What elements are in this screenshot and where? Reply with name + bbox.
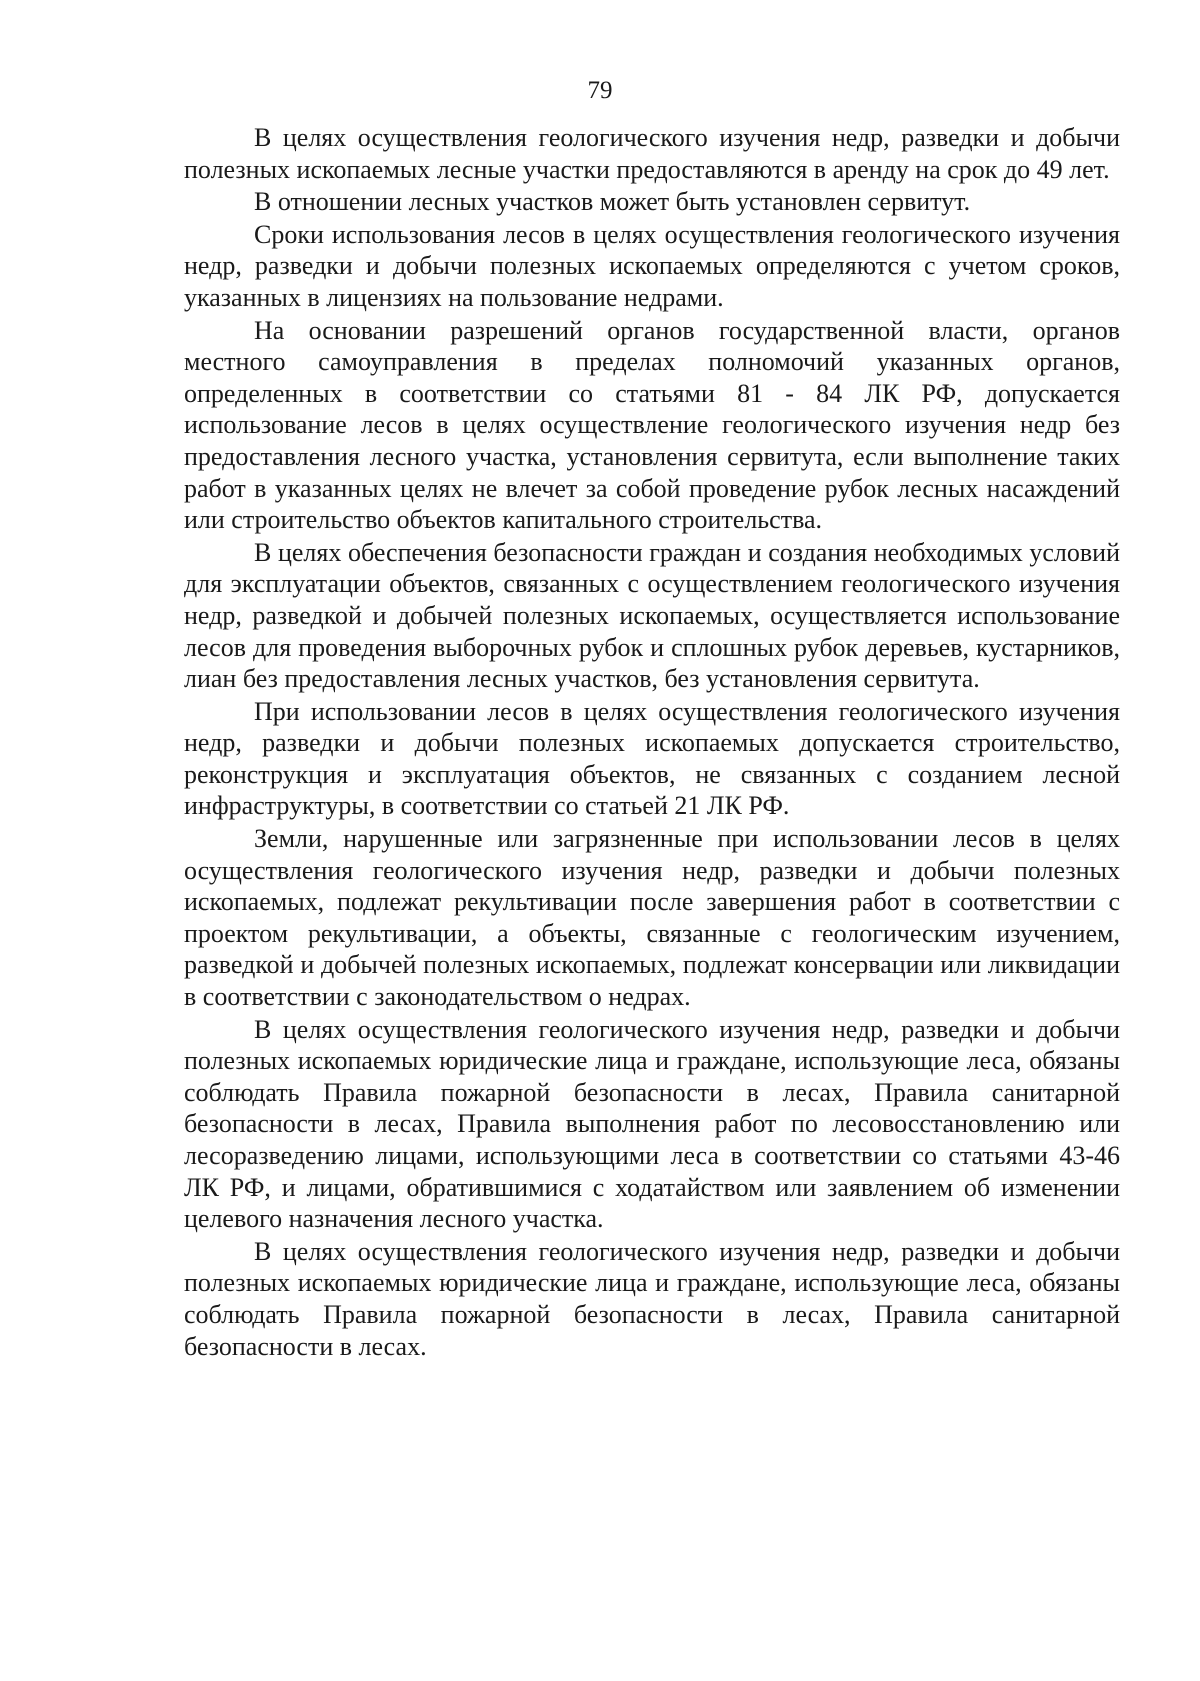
paragraph: При использовании лесов в целях осуществления геологического изучения недр, разведки и добычи полезных ископаемых допускается строительство, реконструкция и эксплуатация объектов, не связанных с созданием лесной инфраструктуры, в соответствии со статьей 21 ЛК РФ.: [184, 696, 1120, 821]
body-text: [184, 122, 1120, 1363]
paragraph: Сроки использования лесов в целях осуществления геологического изучения недр, разведки и добычи полезных ископаемых определяются с учетом сроков, указанных в лицензиях на пользование недрами.: [184, 219, 1120, 312]
paragraph: В целях осуществления геологического изучения недр, разведки и добычи полезных ископаемых юридические лица и граждане, использующие леса, обязаны соблюдать Правила пожарной безопасности в лесах, Правила санитарной безопасности в лесах.: [184, 1236, 1120, 1361]
paragraph: В целях осуществления геологического изучения недр, разведки и добычи полезных ископаемых лесные участки предоставляются в аренду на срок до 49 лет.: [184, 123, 1120, 184]
page-number: 79: [587, 77, 613, 104]
paragraph: В целях осуществления геологического изучения недр, разведки и добычи полезных ископаемых юридические лица и граждане, использующие леса, обязаны соблюдать Правила пожарной безопасности в лесах, Правила санитарной безопасности в лесах, Правила выполнения работ по лесовосстановлению или лесоразведению лицами, использующими леса в соответствии со статьями 43-46 ЛК РФ, и лицами, обратившимися с ходатайством или заявлением об изменении целевого назначения лесного участка.: [184, 1014, 1120, 1234]
paragraph: Земли, нарушенные или загрязненные при использовании лесов в целях осуществления геологического изучения недр, разведки и добычи полезных ископаемых, подлежат рекультивации после завершения работ в соответствии с проектом рекультивации, а объекты, связанные с геологическим изучением, разведкой и добычей полезных ископаемых, подлежат консервации или ликвидации в соответствии с законодательством о недрах.: [184, 824, 1120, 1012]
paragraph: В целях обеспечения безопасности граждан и создания необходимых условий для эксплуатации объектов, связанных с осуществлением геологического изучения недр, разведкой и добычей полезных ископаемых, осуществляется использование лесов для проведения выборочных рубок и сплошных рубок деревьев, кустарников, лиан без предоставления лесных участков, без установления сервитута.: [184, 537, 1120, 694]
paragraph: В отношении лесных участков может быть установлен сервитут.: [254, 187, 971, 217]
paragraph: На основании разрешений органов государственной власти, органов местного самоуправления в пределах полномочий указанных органов, определенных в соответствии со статьями 81 - 84 ЛК РФ, допускается использование лесов в целях осуществление геологического изучения недр без предоставления лесного участка, установления сервитута, если выполнение таких работ в указанных целях не влечет за собой проведение рубок лесных насаждений или строительство объектов капитального строительства.: [184, 315, 1120, 535]
